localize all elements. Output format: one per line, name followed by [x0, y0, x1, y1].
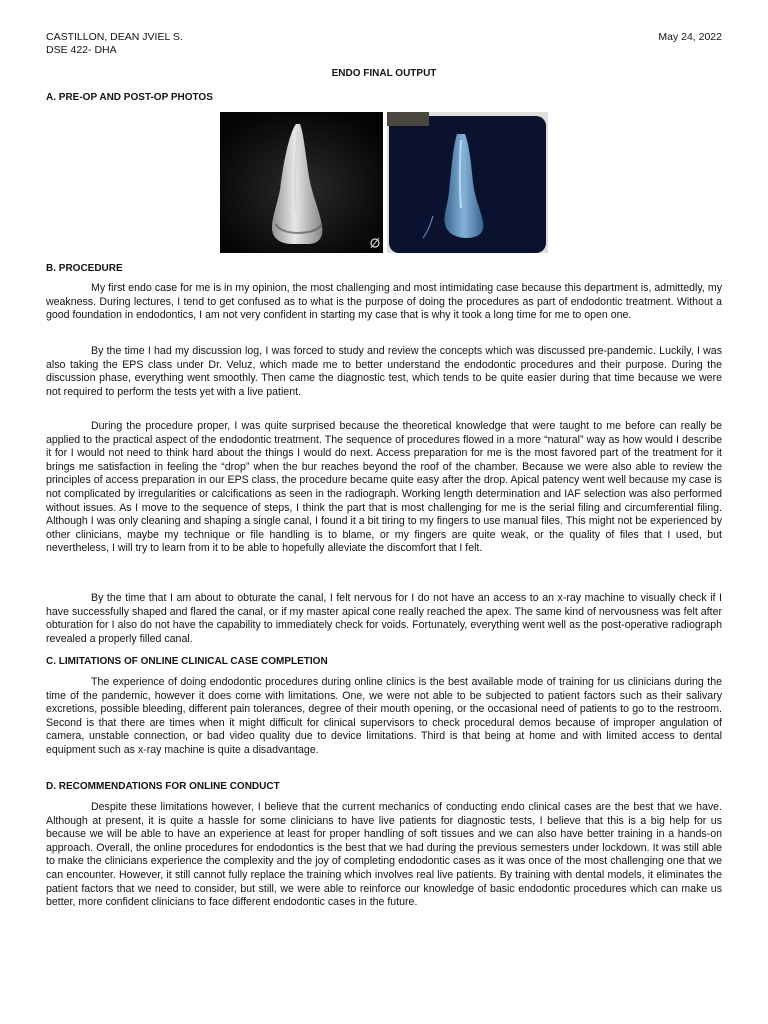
section-heading-photos: A. PRE-OP AND POST-OP PHOTOS	[46, 92, 213, 103]
document-title: ENDO FINAL OUTPUT	[331, 68, 437, 79]
author-block	[46, 31, 183, 57]
limitations-paragraph: The experience of doing endodontic procedures during online clinics is the best available mode of training for us clinicians during the time of the pandemic, however it does come with limitations. One, we were not able to be subjected to patient factors such as their salivary excretions, possible bleeding, different pain tolerances, degree of their mouth opening, or the occasional need of patients to go to the restroom. Second is that there are times when it might difficult for clinical supervisors to check procedural demos because of improper angulation of camera, unstable connection, or bad video quality due to device limitations. Third is that being at home and with limited access to dental equipment such as x-ray machine is quite a disadvantage.	[46, 676, 722, 756]
course-code: DSE 422- DHA	[46, 44, 117, 56]
document-date: May 24, 2022	[658, 31, 722, 43]
author-name: CASTILLON, DEAN JVIEL S.	[46, 31, 183, 43]
post-op-radiograph	[387, 112, 548, 253]
section-heading-recommendations: D. RECOMMENDATIONS FOR ONLINE CONDUCT	[46, 781, 280, 792]
pre-op-radiograph	[220, 112, 383, 253]
procedure-paragraph-4: By the time that I am about to obturate the canal, I felt nervous for I do not have an access to an x-ray machine to visually check if I have successfully shaped and flared the canal, or if my master apical cone really reached the apex. The same kind of nervousness was felt after obturation for I also do not have the capability to immediately check for voids. Fortunately, everything went well as the post-operative radiograph revealed a properly filled canal.	[46, 592, 722, 645]
procedure-paragraph-3: During the procedure proper, I was quite surprised because the theoretical knowledge that were taught to me before can really be applied to the practical aspect of the endodontic treatment. The sequence of procedures flowed in a more “natural” way as how would I describe it for I would not need to think hard about the things I would do next. Access preparation for me is the most favored part of the treatment for it brings me satisfaction in feeling the “drop” when the bur reaches beyond the roof of the chamber. Because we were also able to review the principles of access preparation in our EPS class, the procedure became quite easy after the drop. Apical patency went well because my case is not complicated by irregularities or calcifications as seen in the radiograph. Working length determination and IAF selection was also performed without issues. As I move to the sequence of steps, I think the part that is most challenging for me is the serial filing and circumferential filing. Although I was only cleaning and shaping a single canal, I found it a bit tiring to my fingers to use manual files. This might not be experienced by other clinicians, maybe my technique or file handling is to blame, or my fingers are quite weak, or the quality of files that I used, but nevertheless, I will try to learn from it to be able to hopefully alleviate the discomfort that I felt.	[46, 420, 722, 555]
section-heading-limitations: C. LIMITATIONS OF ONLINE CLINICAL CASE COMPLETION	[46, 656, 328, 667]
recommendations-paragraph: Despite these limitations however, I believe that the current mechanics of conducting endo clinical cases are the best that we have. Although at present, it is quite a hassle for some clinicians to have live patients for diagnostic tests, I believe that this is a big help for us because we will be able to have an experience at least for proper handling of soft tissues and we can also have better training in a hands-on approach. Overall, the online procedures for endodontics is the best that we had during the previous semesters under lockdown. It was still able to make the clinicians experience the complexity and the joy of completing endodontic cases as it was once of the most challenging one that we can encounter. However, it still cannot fully replace the training which involves real live patients. By training with dental models, it eliminates the patient factors that we need to consider, but still, we were able to reinforce our knowledge of basic endodontic procedures which can make us better, more confident clinicians to face different endodontic cases in the future.	[46, 801, 722, 909]
procedure-paragraph-2: By the time I had my discussion log, I was forced to study and review the concepts which was discussed pre-pandemic. Luckily, I was also taking the EPS class under Dr. Veluz, which made me to better understand the endodontic procedures and their purpose. During the discussion phase, everything went smoothly. Then came the diagnostic test, which tends to be quite easier during that time because we were not required to perform the tests yet with a live patient.	[46, 345, 722, 398]
section-heading-procedure: B. PROCEDURE	[46, 263, 123, 274]
procedure-paragraph-1: My first endo case for me is in my opinion, the most challenging and most intimidating case because this department is, admittedly, my weakness. During lectures, I tend to get confused as to what is the purpose of doing the procedures as part of endodontic treatment. Without a good foundation in endodontics, I am not very confident in starting my case that is why it took a long time for me to open one.	[46, 282, 722, 322]
